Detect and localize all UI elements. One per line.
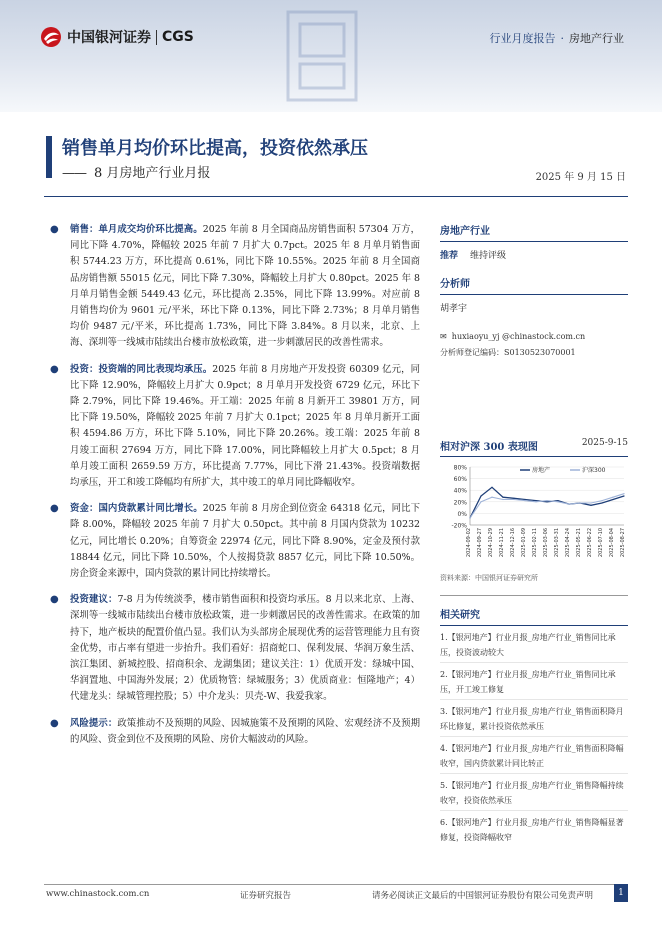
rating-row — [440, 248, 628, 261]
page-title: 销售单月均价环比提高，投资依然承压 — [62, 138, 368, 159]
data-point — [623, 493, 624, 494]
y-tick-label: 20% — [453, 499, 467, 507]
related-item[interactable]: 3.【银河地产】行业月报_房地产行业_销售面积降月环比修复，累计投资依然承压 — [440, 704, 628, 737]
data-point — [590, 505, 591, 506]
section-lead: 投资：投资端的同比表现均承压。 — [70, 363, 213, 375]
x-tick-label: 2024-09-02 — [466, 528, 472, 558]
related-item[interactable]: 2.【银河地产】行业月报_房地产行业_销售同比承压，开工竣工修复 — [440, 667, 628, 700]
company-logo — [40, 26, 194, 48]
x-tick-label: 2024-11-21 — [499, 528, 505, 558]
sidebar — [440, 222, 628, 851]
section-funds — [48, 501, 420, 582]
logo-text-cn: 中国银河证券 — [67, 30, 151, 46]
bullet-icon: ● — [50, 594, 59, 606]
x-tick-label: 2025-01-09 — [521, 528, 527, 558]
data-point — [557, 500, 558, 501]
relative-performance-chart — [440, 461, 628, 571]
data-point — [612, 499, 613, 500]
chart-header — [440, 438, 628, 457]
x-tick-label: 2025-04-24 — [565, 528, 571, 558]
legend-label: 沪深300 — [582, 467, 606, 474]
report-sector: 房地产行业 — [569, 32, 624, 45]
data-point — [524, 500, 525, 501]
series-line-csi300 — [470, 494, 624, 518]
legend-label: 房地产 — [532, 467, 551, 474]
y-tick-label: 40% — [453, 487, 467, 495]
bullet-icon: ● — [50, 224, 59, 235]
data-point — [491, 497, 492, 498]
report-type — [490, 30, 625, 46]
analyst-email — [440, 332, 628, 341]
y-tick-label: -20% — [451, 522, 467, 530]
x-tick-label: 2025-02-11 — [532, 528, 538, 558]
data-point — [546, 500, 547, 501]
related-title: 相关研究 — [440, 606, 628, 626]
recommend-label: 推荐 — [440, 251, 459, 261]
report-type-dot: · — [560, 32, 564, 45]
logo-mark-icon — [40, 26, 62, 48]
footer-website[interactable]: www.chinastock.com.cn — [46, 889, 150, 899]
data-point — [513, 498, 514, 499]
analyst-registration: 分析师登记编码：S0130523070001 — [440, 348, 576, 357]
bullet-icon: ● — [50, 717, 59, 729]
title-accent-bar — [46, 136, 52, 178]
data-point — [491, 487, 492, 488]
data-point — [568, 504, 569, 505]
bullet-icon: ● — [50, 503, 59, 515]
y-tick-label: 60% — [453, 476, 467, 484]
x-tick-label: 2024-09-27 — [477, 528, 483, 558]
data-point — [480, 501, 481, 502]
data-point — [601, 500, 602, 501]
related-item[interactable]: 1.【银河地产】行业月报_房地产行业_销售同比承压，投资波动较大 — [440, 630, 628, 663]
analyst-title: 分析师 — [440, 275, 628, 295]
main-content — [48, 222, 420, 758]
subtitle-dash: —— — [62, 166, 86, 181]
data-point — [502, 499, 503, 500]
section-investment — [48, 362, 420, 492]
x-tick-label: 2024-12-16 — [510, 528, 516, 558]
x-tick-label: 2025-08-27 — [620, 528, 626, 558]
data-point — [480, 495, 481, 496]
section-advice — [48, 592, 420, 705]
data-point — [524, 499, 525, 500]
decorative-pattern-icon — [286, 10, 358, 102]
section-lead: 风险提示： — [70, 717, 118, 729]
email-icon: ✉ — [440, 332, 447, 341]
email-address[interactable]: huxiaoyu_yj @chinastock.com.cn — [451, 332, 586, 341]
rating-value: 维持评级 — [470, 251, 507, 261]
data-point — [557, 501, 558, 502]
x-tick-label: 2025-08-04 — [609, 528, 615, 558]
data-point — [469, 517, 470, 518]
data-point — [601, 502, 602, 503]
section-text: 2025 年前 8 月房地产开发投资 60309 亿元，同比下降 12.90%，降幅较上月扩大 0.9pct；8 月单月开发投资 6729 亿元，环比下降 2.79%，同比下降 19.46%。开工端：2025 年前 8 月新开工 39801 万方，同比下降 19.50%，降幅较 2025 年前 7 月扩大 0.1pct；2025 年 8 月单月新开工面积 4594.86 万方，环比下降 5.10%，同比下降 20.26%。竣工端：2025 年前 8 月竣工面积 27694 万方，同比下降 17.00%，同比降幅较上月扩大 0.5pct；8 月单月竣工面积 2659.59 万方，环比提高 7.77%，同比下滑 21.43%。投资端数据均承压，开工和竣工降幅均有所扩大，其中竣工的单月同比降幅收窄。 — [70, 363, 420, 489]
bullet-icon: ● — [50, 363, 59, 375]
data-point — [623, 495, 624, 496]
data-point — [590, 502, 591, 503]
data-point — [535, 500, 536, 501]
x-tick-label: 2025-03-06 — [543, 528, 549, 558]
chart-date: 2025-9-15 — [581, 438, 628, 448]
analyst-name: 胡孝宇 — [440, 304, 468, 314]
y-tick-label: 0% — [457, 510, 467, 518]
industry-title: 房地产行业 — [440, 222, 628, 242]
chart-title: 相对沪深 300 表现图 — [440, 442, 538, 453]
section-text: 7-8 月为传统淡季，楼市销售面积和投资均承压。8 月以来北京、上海、深圳等一线城市陆续出台楼市放松政策，进一步刺激居民的改善性需求。在政策的加持下，地产板块的配置价值凸显。我们认为头部房企展现优秀的运营管理能力且有资金优势，市占率有望进一步抬升。我们看好：招商蛇口、保利发展、华润万象生活、滨江集团、新城控股、招商积余、龙湖集团；建议关注：1）优质开发：绿城中国、华润置地、中国海外发展；2）优质物管：绿城服务；3）优质商业：恒隆地产；4）代建龙头：绿城管理控股；5）中介龙头：贝壳-W、我爱我家。 — [70, 594, 420, 703]
section-text: 政策推动不及预期的风险、因城施策不及预期的风险、宏观经济不及预期的风险、资金到位不及预期的风险、房价大幅波动的风险。 — [70, 717, 420, 745]
page-subtitle — [62, 162, 210, 181]
section-lead: 资金：国内贷款累计同比增长。 — [70, 503, 203, 515]
report-type-label: 行业月度报告 — [489, 32, 556, 45]
header-band — [0, 0, 662, 112]
x-tick-label: 2024-10-29 — [488, 528, 494, 558]
y-tick-label: 80% — [453, 464, 467, 472]
data-point — [502, 497, 503, 498]
page-number: 1 — [614, 884, 628, 902]
report-date: 2025 年 9 月 15 日 — [535, 172, 626, 183]
footer-divider — [44, 884, 628, 885]
section-lead: 投资建议： — [70, 594, 118, 606]
chart-source: 资料来源：中国银河证券研究所 — [440, 573, 628, 596]
related-item[interactable]: 6.【银河地产】行业月报_房地产行业_销售降幅显著修复，投资降幅收窄 — [440, 818, 624, 842]
section-sales — [48, 222, 420, 352]
chart-svg — [440, 461, 628, 571]
x-tick-label: 2025-03-31 — [554, 528, 560, 558]
title-divider — [44, 196, 628, 197]
section-lead: 销售：单月成交均价环比提高。 — [70, 224, 203, 235]
data-point — [546, 501, 547, 502]
data-point — [535, 501, 536, 502]
x-tick-label: 2025-06-22 — [587, 528, 593, 558]
data-point — [513, 499, 514, 500]
related-item[interactable]: 5.【银河地产】行业月报_房地产行业_销售降幅持续收窄，投资依然承压 — [440, 778, 628, 811]
x-tick-label: 2025-05-21 — [576, 528, 582, 558]
logo-text-en: CGS — [162, 29, 194, 45]
section-risk — [48, 716, 420, 748]
x-tick-label: 2025-07-10 — [598, 528, 604, 558]
footer-center: 证券研究报告 — [240, 891, 292, 901]
data-point — [579, 502, 580, 503]
data-point — [612, 497, 613, 498]
subtitle-text: 8 月房地产行业月报 — [94, 166, 211, 181]
section-text: 2025 年前 8 月房企到位资金 64318 亿元，同比下降 8.00%，降幅较 2025 年前 7 月扩大 0.50pct。其中前 8 月国内贷款为 10232 亿元，同比增长 0.20%；自筹资金 22974 亿元，同比下降 8.90%，定金及预付款 18844 亿元，同比下降 10.50%，个人按揭贷款 8857 亿元，同比下降 10.50%。房企资金来源中，国内贷款的累计同比持续增长。 — [70, 503, 420, 580]
section-text: 2025 年前 8 月全国商品房销售面积 57304 万方，同比下降 4.70%，降幅较 2025 年前 7 月扩大 0.7pct。2025 年 8 月单月销售面积 5744.23 万方，环比提高 0.61%，同比下降 10.55%。2025 年前 8 月全国商品房销售额 55015 亿元，同比下降 7.30%，降幅较上月扩大 0.80pct。2025 年 8 月单月销售金额 5449.43 亿元，环比提高 2.35%，同比下降 13.99%。对应前 8 月销售均价为 9601 元/平米，环比下降 0.13%，同比下降 2.73%；8 月单月销售均价 9487 元/平米，环比提高 1.73%，同比下降 3.84%。8 月以来，北京、上海、深圳等一线城市陆续出台楼市放松政策，进一步刺激居民的改善性需求。 — [70, 224, 420, 349]
footer-disclaimer: 请务必阅读正文最后的中国银河证券股份有限公司免责声明 — [372, 891, 594, 901]
logo-separator — [156, 30, 157, 45]
related-item[interactable]: 4.【银河地产】行业月报_房地产行业_销售面积降幅收窄，国内贷款累计同比转正 — [440, 741, 628, 774]
